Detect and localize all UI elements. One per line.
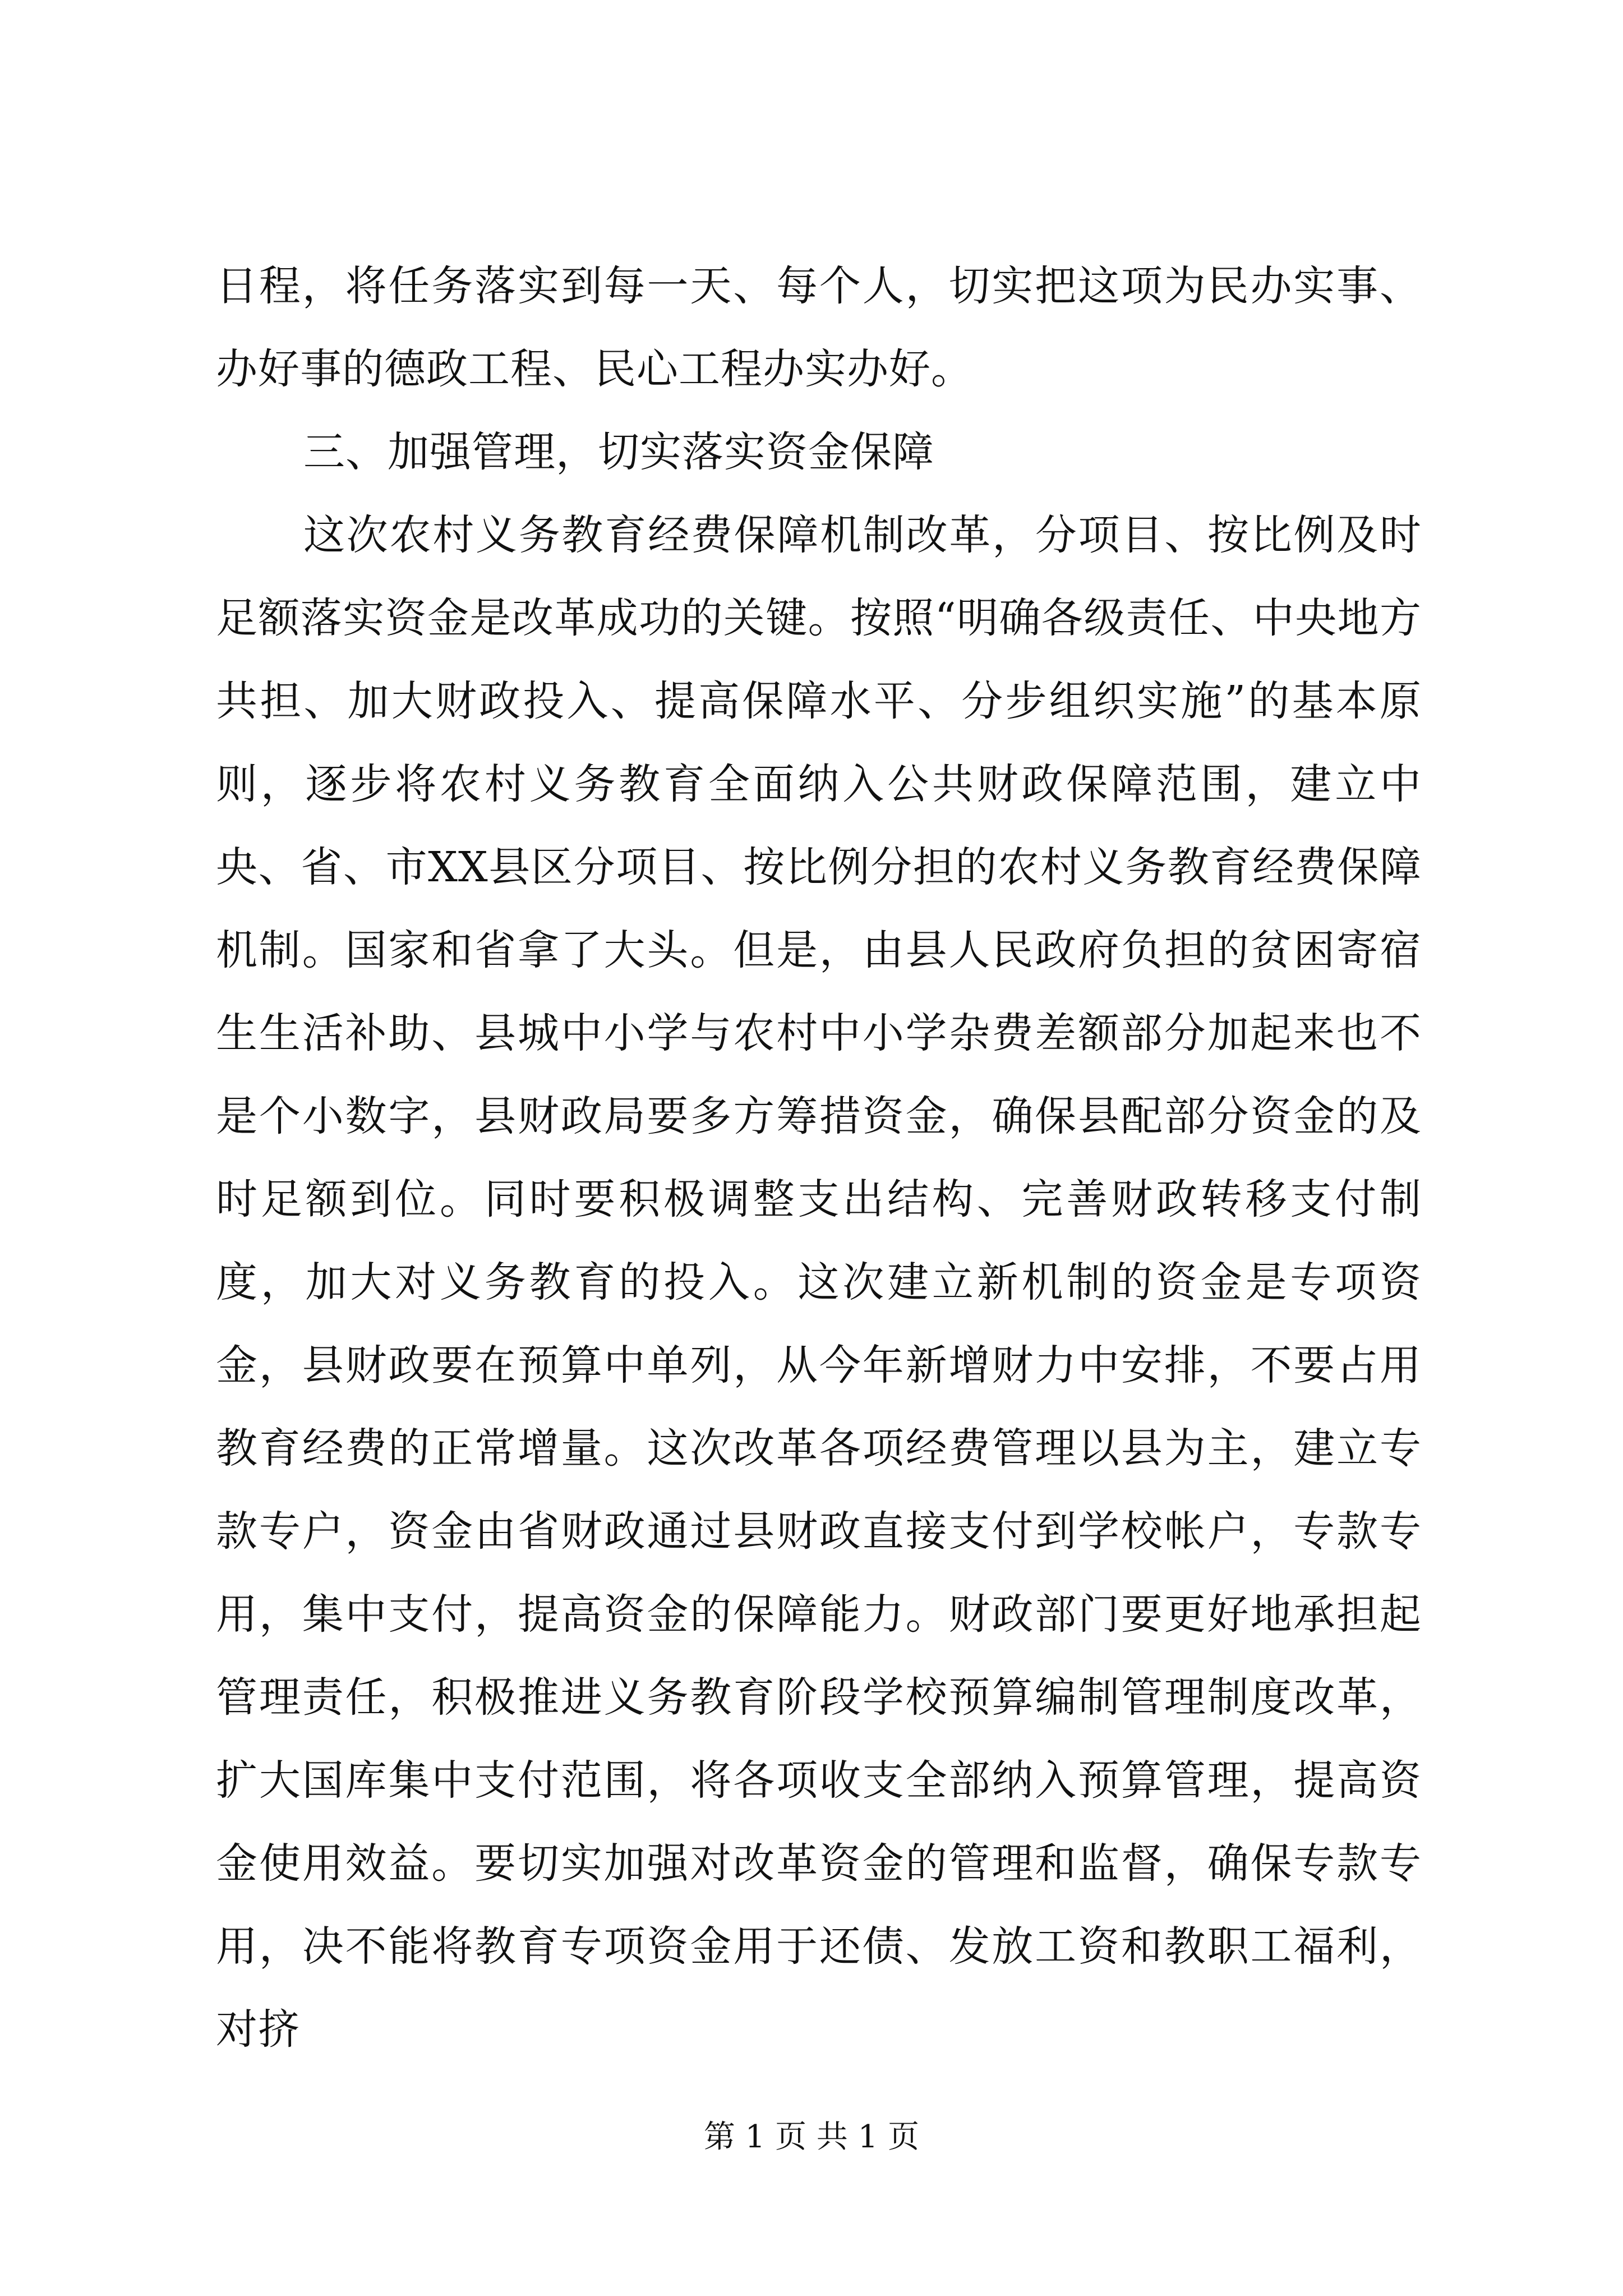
document-body (216, 245, 1422, 2071)
page-footer: 第 1 页 共 1 页 (703, 2119, 920, 2155)
paragraph-continuation: 日程，将任务落实到每一天、每个人，切实把这项为民办实事、办好事的德政工程、民心工程办实办好。 (216, 262, 1422, 393)
section-heading: 三、加强管理，切实落实资金保障 (303, 428, 934, 476)
paragraph-body: 这次农村义务教育经费保障机制改革，分项目、按比例及时足额落实资金是改革成功的关键。按照“明确各级责任、中央地方共担、加大财政投入、提高保障水平、分步组织实施”的基本原则，逐步将农村义务教育全面纳入公共财政保障范围，建立中央、省、市XX县区分项目、按比例分担的农村义务教育经费保障机制。国家和省拿了大头。但是，由县人民政府负担的贫困寄宿生生活补助、县城中小学与农村中小学杂费差额部分加起来也不是个小数字，县财政局要多方筹措资金，确保县配部分资金的及时足额到位。同时要积极调整支出结构、完善财政转移支付制度，加大对义务教育的投入。这次建立新机制的资金是专项资金，县财政要在预算中单列，从今年新增财力中安排，不要占用教育经费的正常增量。这次改革各项经费管理以县为主，建立专款专户，资金由省财政通过县财政直接支付到学校帐户，专款专用，集中支付，提高资金的保障能力。财政部门要更好地承担起管理责任，积极推进义务教育阶段学校预算编制管理制度改革，扩大国库集中支付范围，将各项收支全部纳入预算管理，提高资金使用效益。要切实加强对改革资金的管理和监督，确保专款专用，决不能将教育专项资金用于还债、发放工资和教职工福利，对挤 (216, 511, 1422, 2054)
